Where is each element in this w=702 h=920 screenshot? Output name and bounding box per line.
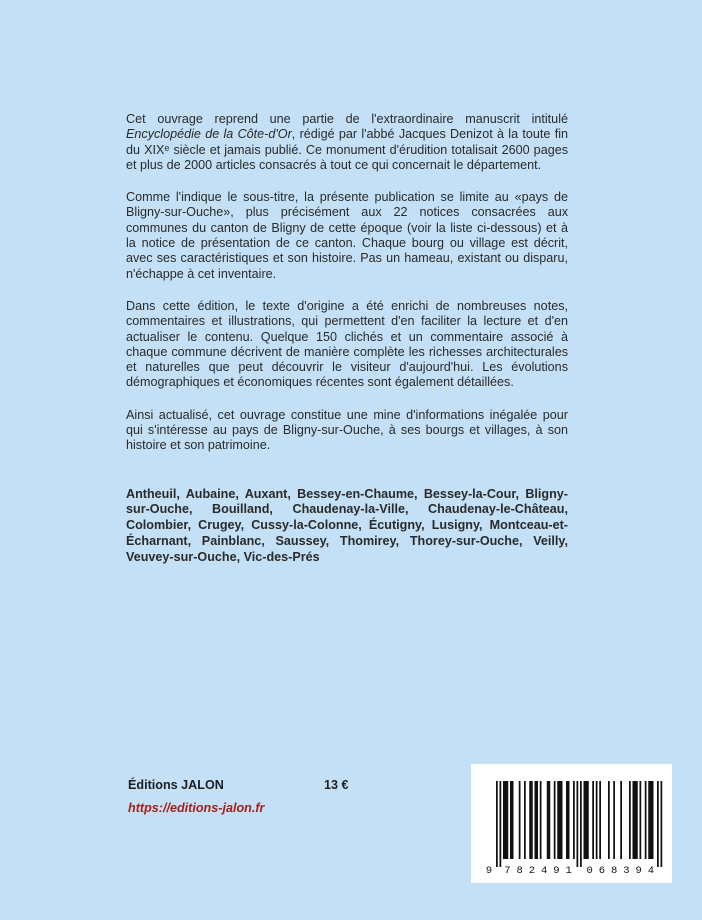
barcode-bar <box>535 781 539 859</box>
barcode-bar <box>580 781 582 867</box>
barcode-bar <box>547 781 551 859</box>
paragraph-scope: Comme l'indique le sous-titre, la présente publication se limite au «pays de Bligny-sur-Ouche», plus précisément aux 22 notices consacrées aux communes du canton de Bligny de cette époque (voir la liste ci-dessous) et à la notice de présentation de ce canton. Chaque bourg ou village est décrit, avec ses caractéristiques et son histoire. Pas un hameau, existant ou disparu, n'échappe à cet inventaire. <box>126 190 568 281</box>
intro-text-end: siècle et jamais publié. Ce monument d'érudition totalisait 2600 pages et plus de 2000 articles consacrés à tout ce qui concernait le département. <box>126 142 568 172</box>
barcode-bar <box>573 781 575 859</box>
barcode-digit: 9 <box>485 865 493 877</box>
paragraph-edition: Dans cette édition, le texte d'origine a été enrichi de nombreuses notes, commentaires et illustrations, qui permettent d'en faciliter la lecture et d'en actualiser le contenu. Quelque 150 clichés et un commentaire associé à chaque commune décrivent de manière complète les richesses architecturales et naturelles que peut découvrir le visiteur d'aujourd'hui. Les évolutions démographiques et économiques récentes sont également détaillées. <box>126 298 568 390</box>
publisher-name: Éditions JALON <box>128 778 224 792</box>
century-superscript: e <box>164 142 170 153</box>
barcode-digit: 7 <box>504 865 511 877</box>
barcode-bar <box>613 781 615 859</box>
barcode-bar <box>554 781 556 859</box>
barcode-digit: 9 <box>635 865 642 877</box>
barcode-bar <box>640 781 642 859</box>
publisher-website-link[interactable]: https://editions-jalon.fr <box>128 801 265 815</box>
barcode-bar <box>648 781 653 859</box>
paragraph-intro <box>126 112 568 173</box>
barcode-digit: 6 <box>598 865 606 877</box>
book-price: 13 € <box>324 778 349 792</box>
barcode-bar <box>540 781 542 859</box>
barcode-bar <box>661 781 663 867</box>
barcode-digit: 9 <box>553 865 560 877</box>
barcode-digit: 2 <box>528 865 536 877</box>
barcode-bar <box>633 781 638 859</box>
barcode-bar <box>577 781 579 867</box>
barcode-bar <box>529 781 533 859</box>
barcode-bar <box>500 781 502 867</box>
communes-list: Antheuil, Aubaine, Auxant, Bessey-en-Chaume, Bessey-la-Cour, Bligny-sur-Ouche, Bouilland, Chaudenay-la-Ville, Chaudenay-le-Château, Colombier, Crugey, Cussy-la-Colonne, Écutigny, Lusigny, Montceau-et-Écharnant, Painblanc, Saussey, Thomirey, Thorey-sur-Ouche, Veilly, Veuvey-sur-Ouche, Vic-des-Prés <box>126 486 568 564</box>
barcode-bar <box>510 781 514 859</box>
back-cover-text <box>126 112 568 566</box>
barcode-bar <box>645 781 647 859</box>
barcode-digit: 1 <box>565 865 572 877</box>
barcode-bar <box>557 781 562 859</box>
barcode-bar <box>629 781 631 859</box>
barcode-digit: 8 <box>516 865 523 877</box>
barcode-bar <box>566 781 570 859</box>
barcode-bar <box>596 781 598 859</box>
barcode-bar <box>608 781 610 859</box>
barcode-bar <box>620 781 622 859</box>
isbn-barcode <box>471 764 672 883</box>
barcode-digit: 8 <box>610 865 618 877</box>
barcode-bar <box>503 781 508 859</box>
barcode-digit: 4 <box>647 865 655 877</box>
barcode-digit: 0 <box>586 865 593 877</box>
barcode-digit: 3 <box>623 865 630 877</box>
paragraph-conclusion: Ainsi actualisé, cet ouvrage constitue une mine d'informations inégalée pour qui s'intéresse au pays de Bligny-sur-Ouche, à ses bourgs et villages, à son histoire et son patrimoine. <box>126 407 568 453</box>
barcode-bar <box>657 781 659 867</box>
intro-text-start: Cet ouvrage reprend une partie de l'extraordinaire manuscrit intitulé <box>126 112 568 126</box>
barcode-bar <box>592 781 594 859</box>
barcode-bar <box>496 781 498 867</box>
encyclopedia-title: Encyclopédie de la Côte-d'Or <box>126 127 292 142</box>
intro-text-middle: , rédigé par l'abbé Jacques Denizot à la toute fin du XIX <box>126 127 568 157</box>
barcode-bar <box>584 781 589 859</box>
barcode-bar <box>524 781 526 859</box>
barcode-digit: 4 <box>540 865 548 877</box>
barcode-bar <box>519 781 521 859</box>
barcode-bar <box>599 781 601 859</box>
barcode-graphic <box>471 764 672 883</box>
